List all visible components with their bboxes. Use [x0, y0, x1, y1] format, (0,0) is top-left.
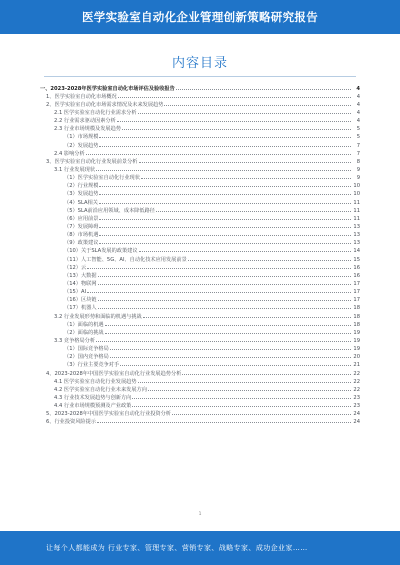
toc-entry-label: （3）发展趋势	[64, 191, 99, 198]
toc-entry[interactable]	[40, 255, 360, 263]
toc-entry-label: （1）国际竞争格局	[64, 346, 109, 353]
toc-entry-page: 22	[353, 370, 360, 377]
toc-entry-page: 4	[356, 110, 360, 117]
toc-leader-dots	[132, 401, 351, 407]
toc-entry-page: 4	[356, 101, 360, 108]
toc-leader-dots	[182, 369, 351, 375]
toc-entry-label: （2）发展趋势	[64, 142, 99, 149]
toc-entry-label: （6）应用前景	[64, 215, 99, 222]
toc-leader-dots	[98, 296, 351, 302]
toc-entry-page: 19	[353, 337, 360, 344]
toc-entry-label: 3、医学实验室自动化行业发展前景分析	[46, 158, 138, 165]
toc-leader-dots	[141, 174, 351, 180]
toc-entry-label: 6、行业投资风险提示	[46, 419, 96, 426]
toc-leader-dots	[122, 125, 351, 131]
toc-heading: 内容目录	[171, 56, 228, 71]
toc-entry[interactable]	[40, 125, 360, 133]
toc-entry-page: 19	[353, 346, 360, 353]
toc-leader-dots	[110, 353, 351, 359]
toc-leader-dots	[87, 288, 351, 294]
toc-leader-dots	[105, 320, 351, 326]
toc-leader-dots	[97, 418, 351, 424]
toc-leader-dots	[176, 84, 351, 90]
report-title: 医学实验室自动化企业管理创新策略研究报告	[82, 10, 318, 24]
toc-entry[interactable]	[40, 263, 360, 271]
table-of-contents	[40, 84, 360, 426]
toc-leader-dots	[188, 255, 351, 261]
toc-entry-label: （2）国内竞争格局	[64, 354, 109, 361]
toc-entry-page: 9	[356, 167, 360, 173]
toc-leader-dots	[138, 108, 351, 114]
toc-entry[interactable]	[40, 418, 360, 426]
toc-entry[interactable]	[40, 288, 360, 296]
toc-entry[interactable]	[40, 214, 360, 222]
toc-leader-dots	[99, 190, 351, 196]
toc-leader-dots	[120, 361, 351, 367]
toc-entry[interactable]	[40, 141, 360, 149]
toc-entry-label: （4）SLA相关	[64, 199, 98, 206]
toc-entry-page: 4	[356, 118, 360, 125]
toc-entry-page: 13	[353, 232, 360, 239]
toc-entry-label: 2.3 行业市场规模及发展趋势	[54, 126, 121, 133]
toc-leader-dots	[96, 165, 351, 171]
toc-leader-dots	[132, 393, 351, 399]
toc-entry-page: 18	[353, 305, 360, 312]
toc-entry-page: 24	[353, 419, 360, 426]
toc-entry-page: 17	[353, 297, 360, 304]
toc-entry[interactable]	[40, 385, 360, 393]
toc-entry-label: （1）面临的机遇	[64, 321, 104, 328]
toc-entry-page: 15	[353, 256, 360, 263]
toc-entry-page: 22	[353, 386, 360, 393]
toc-leader-dots	[99, 222, 351, 228]
toc-entry[interactable]	[40, 312, 360, 320]
toc-leader-dots	[143, 312, 351, 318]
toc-entry-page: 5	[356, 134, 360, 141]
toc-entry-label: （1）医学实验室自动化行业现状	[64, 175, 140, 182]
toc-entry-page: 16	[353, 264, 360, 271]
toc-entry-label: 3.2 行业发展形势和面临的机遇与挑战	[54, 313, 142, 320]
toc-leader-dots	[96, 336, 351, 342]
toc-entry-page: 11	[353, 215, 360, 222]
toc-leader-dots	[99, 231, 351, 237]
toc-leader-dots	[99, 239, 351, 245]
toc-leader-dots	[99, 182, 351, 188]
toc-entry-label: （2）面临的挑战	[64, 329, 104, 336]
toc-leader-dots	[139, 157, 352, 163]
toc-entry[interactable]	[40, 361, 360, 369]
toc-entry[interactable]	[40, 353, 360, 361]
toc-entry[interactable]	[40, 345, 360, 353]
toc-entry-label: 3.1 行业发展现状	[54, 167, 96, 173]
toc-entry-label: 4.3 行业技术发展趋势与创新方向	[54, 394, 132, 401]
toc-entry-page: 23	[353, 403, 360, 410]
toc-leader-dots	[99, 198, 351, 204]
toc-entry[interactable]	[40, 206, 360, 214]
toc-entry-label: （2）行业规模	[64, 183, 99, 190]
toc-entry-label: 2.1 医学实验室自动化行业需求分析	[54, 110, 137, 117]
toc-leader-dots	[164, 100, 351, 106]
toc-entry-label: 1、医学实验室自动化市场概况	[46, 93, 117, 100]
toc-divider	[44, 76, 356, 77]
toc-entry-label: （7）发展障碍	[64, 223, 99, 230]
toc-entry-label: 4、2023-2028年中国医学实验室自动化行业发展趋势分析	[46, 370, 182, 377]
toc-entry-page: 14	[353, 248, 360, 255]
toc-entry[interactable]	[40, 247, 360, 255]
toc-entry-label: 4.2 医学实验室自动化行业未来发展方向	[54, 386, 147, 393]
toc-leader-dots	[110, 345, 351, 351]
toc-entry-label: （3）行业主要竞争对手	[64, 362, 120, 369]
toc-entry-page: 19	[353, 329, 360, 336]
toc-entry[interactable]	[40, 117, 360, 125]
toc-leader-dots	[98, 271, 351, 277]
toc-leader-dots	[105, 328, 351, 334]
toc-entry-label: 2.4 影响分析	[54, 150, 85, 157]
toc-entry-label: （17）机器人	[64, 305, 97, 312]
toc-leader-dots	[86, 149, 351, 155]
toc-entry-label: 2、医学实验室自动化市场需求情况及未来发展趋势	[46, 101, 164, 108]
toc-entry[interactable]	[40, 190, 360, 198]
toc-entry[interactable]	[40, 182, 360, 190]
toc-entry-label: （10）关于SLA发展的政策建议	[64, 248, 138, 255]
toc-entry-page: 22	[353, 378, 360, 385]
toc-entry[interactable]	[40, 401, 360, 409]
toc-entry-page: 21	[353, 362, 360, 369]
toc-entry-page: 4	[356, 93, 360, 100]
toc-entry[interactable]	[40, 239, 360, 247]
toc-entry-label: 2.2 行业需求驱动因素分析	[54, 118, 116, 125]
toc-leader-dots	[99, 141, 351, 147]
toc-entry-page: 13	[353, 240, 360, 247]
toc-leader-dots	[172, 410, 351, 416]
toc-entry-page: 10	[353, 183, 360, 190]
toc-entry[interactable]	[40, 369, 360, 377]
toc-leader-dots	[117, 117, 351, 123]
toc-leader-dots	[98, 279, 351, 285]
toc-leader-dots	[99, 133, 351, 139]
toc-entry-page: 9	[356, 175, 360, 182]
toc-entry-label: 4.4 行业市场规模预测及产业政策	[54, 403, 132, 410]
toc-entry[interactable]	[40, 377, 360, 385]
toc-entry-page: 7	[356, 150, 360, 157]
toc-entry-label: （15）AI	[64, 289, 87, 296]
toc-entry-label: （16）区块链	[64, 297, 97, 304]
toc-leader-dots	[148, 385, 351, 391]
toc-entry[interactable]	[40, 336, 360, 344]
footer-slogan: 让每个人都能成为 行业专家、管理专家、营销专家、战略专家、成功企业家……	[46, 544, 308, 552]
toc-entry-label: （9）政策建议	[64, 240, 99, 247]
toc-entry-label: 5、2023-2028年中国医学实验室自动化行业投资分析	[46, 411, 171, 418]
toc-leader-dots	[98, 304, 351, 310]
toc-entry[interactable]	[40, 165, 360, 173]
toc-entry[interactable]	[40, 157, 360, 165]
toc-entry-label: （1）市场规模	[64, 134, 99, 141]
toc-leader-dots	[99, 214, 351, 220]
toc-entry-page: 11	[353, 199, 360, 206]
toc-entry[interactable]	[40, 271, 360, 279]
toc-leader-dots	[138, 377, 351, 383]
toc-leader-dots	[139, 247, 351, 253]
toc-entry[interactable]	[40, 304, 360, 312]
toc-entry[interactable]	[40, 296, 360, 304]
toc-entry[interactable]	[40, 92, 360, 100]
toc-entry[interactable]	[40, 410, 360, 418]
toc-entry-label: （5）SLA前沿应用领域、成本降低路径	[64, 207, 155, 214]
toc-entry-label: 3.3 竞争格局分析	[54, 337, 96, 344]
toc-leader-dots	[156, 206, 351, 212]
toc-entry-page: 4	[356, 85, 360, 92]
toc-entry[interactable]	[40, 84, 360, 92]
toc-entry[interactable]	[40, 108, 360, 116]
toc-entry[interactable]	[40, 393, 360, 401]
footer-bar	[0, 531, 400, 565]
toc-entry-page: 13	[353, 223, 360, 230]
toc-entry-label: 4.1 医学实验室自动化行业发展趋势	[54, 378, 137, 385]
toc-entry[interactable]	[40, 279, 360, 287]
toc-entry-page: 16	[353, 272, 360, 279]
toc-entry[interactable]	[40, 328, 360, 336]
toc-entry-label: （8）市场机遇	[64, 232, 99, 239]
toc-entry-label: （12）云	[64, 264, 87, 271]
toc-entry-page: 8	[356, 158, 360, 165]
toc-entry-label: （13）大数据	[64, 272, 97, 279]
toc-entry[interactable]	[40, 149, 360, 157]
toc-leader-dots	[87, 263, 351, 269]
toc-entry[interactable]	[40, 133, 360, 141]
toc-entry-page: 17	[353, 289, 360, 296]
toc-entry-page: 7	[356, 142, 360, 149]
toc-entry-page: 24	[353, 411, 360, 418]
toc-leader-dots	[118, 92, 351, 98]
toc-entry-page: 20	[353, 354, 360, 361]
toc-entry[interactable]	[40, 174, 360, 182]
toc-entry-page: 23	[353, 394, 360, 401]
toc-entry-page: 17	[353, 280, 360, 287]
toc-entry-page: 18	[353, 313, 360, 320]
toc-entry-label: （11）人工智能、5G、AI、自动化技术应用发展前景	[64, 256, 187, 263]
toc-entry-page: 18	[353, 321, 360, 328]
toc-entry[interactable]	[40, 320, 360, 328]
header-bar	[0, 0, 400, 34]
page-number: 1	[198, 512, 202, 517]
toc-entry[interactable]	[40, 100, 360, 108]
toc-entry[interactable]	[40, 222, 360, 230]
toc-entry[interactable]	[40, 198, 360, 206]
toc-entry-page: 10	[353, 191, 360, 198]
toc-entry-label: 一、2023-2028年医学实验室自动化市场评估及验收报告	[40, 85, 175, 92]
toc-entry-page: 5	[356, 126, 360, 133]
toc-entry-label: （14）物联网	[64, 280, 97, 287]
toc-entry-page: 11	[353, 207, 360, 214]
toc-entry[interactable]	[40, 231, 360, 239]
